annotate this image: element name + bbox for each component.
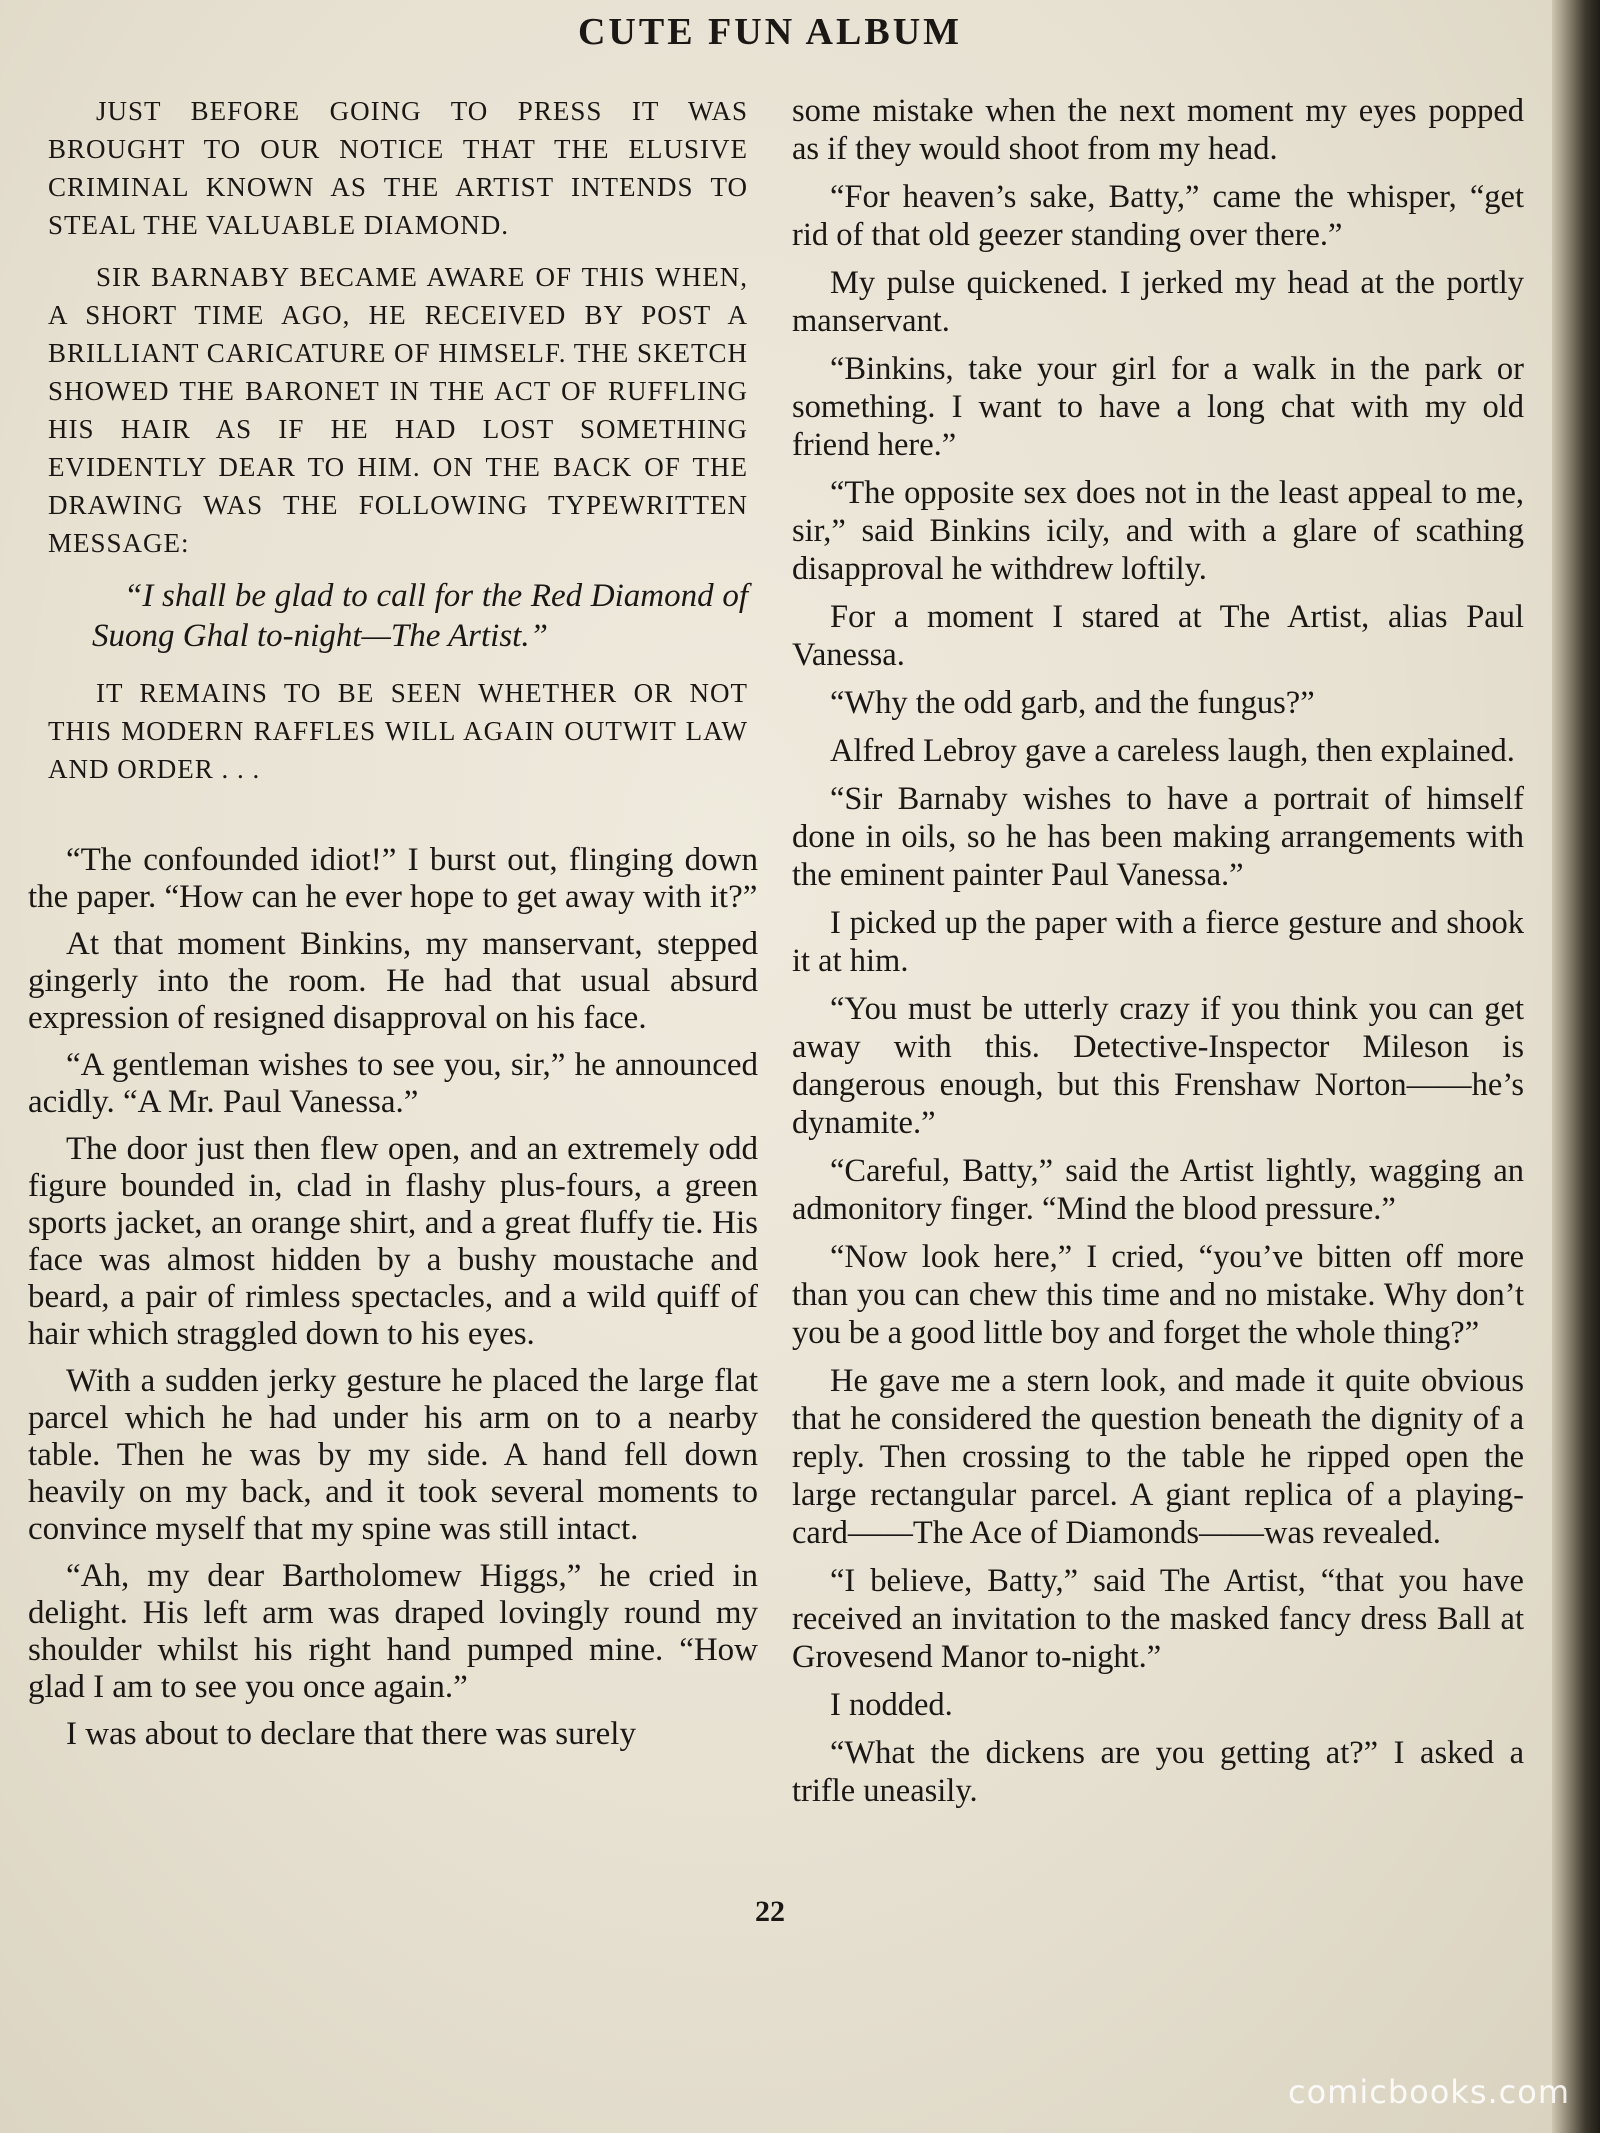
paragraph: I was about to declare that there was surely (66, 1716, 636, 1752)
paragraph: “For heaven’s sake, Batty,” came the whisper, “get rid of that old geezer standing over there.” (792, 179, 1524, 253)
paragraph: I picked up the paper with a fierce gesture and shook it at him. (792, 905, 1524, 979)
paragraph: At that moment Binkins, my manservant, stepped gingerly into the room. He had that usual absurd expression of resigned disapproval on his face. (28, 926, 758, 1036)
paragraph: With a sudden jerky gesture he placed the large flat parcel which he had under his arm on to a nearby table. Then he was by my side. A hand fell down heavily on my back, and it took several moments to convince myself that my spine was still intact. (28, 1363, 758, 1547)
typewritten-message: “I shall be glad to call for the Red Diamond of Suong Ghal to-night—The Artist.” (92, 578, 748, 654)
paragraph: “Now look here,” I cried, “you’ve bitten off more than you can chew this time and no mistake. Why don’t you be a good little boy and forget the whole thing?” (792, 1239, 1524, 1351)
paragraph: “A gentleman wishes to see you, sir,” he announced acidly. “A Mr. Paul Vanessa.” (28, 1047, 758, 1120)
paragraph: “What the dickens are you getting at?” I asked a trifle uneasily. (792, 1735, 1524, 1809)
paragraph: “Ah, my dear Bartholomew Higgs,” he cried in delight. His left arm was draped lovingly round my shoulder whilst his right hand pumped mine. “How glad I am to see you once again.” (28, 1558, 758, 1705)
paragraph: He gave me a stern look, and made it quite obvious that he considered the question beneath the dignity of a reply. Then crossing to the table he ripped open the large rectangular parcel. A giant replica of a playing-card——The Ace of Diamonds——was revealed. (792, 1363, 1524, 1551)
notice-paragraph: JUST BEFORE GOING TO PRESS IT WAS BROUGHT TO OUR NOTICE THAT THE ELUSIVE CRIMINAL KNOWN AS THE ARTIST INTENDS TO STEAL THE VALUABLE DIAMOND. (48, 96, 748, 240)
paragraph: “You must be utterly crazy if you think you can get away with this. Detective-Inspector Mileson is dangerous enough, but this Frenshaw Norton——he’s dynamite.” (792, 991, 1524, 1141)
paragraph: For a moment I stared at The Artist, alias Paul Vanessa. (792, 599, 1524, 673)
paragraph: “Binkins, take your girl for a walk in the park or something. I want to have a long chat with my old friend here.” (792, 351, 1524, 463)
paragraph: some mistake when the next moment my eyes popped as if they would shoot from my head. (792, 93, 1524, 167)
paragraph: “Sir Barnaby wishes to have a portrait of himself done in oils, so he has been making arrangements with the eminent painter Paul Vanessa.” (792, 781, 1524, 893)
press-notice (28, 92, 758, 788)
notice-paragraph: SIR BARNABY BECAME AWARE OF THIS WHEN, A SHORT TIME AGO, HE RECEIVED BY POST A BRILLIANT CARICATURE OF HIMSELF. THE SKETCH SHOWED THE BARONET IN THE ACT OF RUFFLING HIS HAIR AS IF HE HAD LOST SOMETHING EVIDENTLY DEAR TO HIM. ON THE BACK OF THE DRAWING WAS THE FOLLOWING TYPEWRITTEN MESSAGE: (48, 262, 748, 558)
notice-closing: IT REMAINS TO BE SEEN WHETHER OR NOT THIS MODERN RAFFLES WILL AGAIN OUTWIT LAW AND ORDER . . . (48, 678, 748, 784)
left-body-text (28, 842, 758, 1753)
paragraph: “The opposite sex does not in the least appeal to me, sir,” said Binkins icily, and with a glare of scathing disapproval he withdrew loftily. (792, 475, 1524, 587)
right-column (792, 92, 1524, 1820)
page-number: 22 (755, 1895, 785, 1928)
paragraph: “Careful, Batty,” said the Artist lightly, wagging an admonitory finger. “Mind the blood pressure.” (792, 1153, 1524, 1227)
left-column (28, 92, 758, 1763)
paragraph: Alfred Lebroy gave a careless laugh, then explained. (830, 733, 1515, 769)
page-header: CUTE FUN ALBUM (577, 11, 963, 53)
paragraph: My pulse quickened. I jerked my head at the portly manservant. (792, 265, 1524, 339)
paragraph: The door just then flew open, and an extremely odd figure bounded in, clad in flashy plus-fours, a green sports jacket, an orange shirt, and a great fluffy tie. His face was almost hidden by a bushy moustache and beard, a pair of rimless spectacles, and a wild quiff of hair which straggled down to his eyes. (28, 1131, 758, 1352)
paragraph: “The confounded idiot!” I burst out, flinging down the paper. “How can he ever hope to get away with it?” (28, 842, 758, 915)
book-spine-shadow (1552, 0, 1600, 2133)
right-body-text (792, 92, 1524, 1810)
paragraph: “I believe, Batty,” said The Artist, “that you have received an invitation to the masked fancy dress Ball at Grovesend Manor to-night.” (792, 1563, 1524, 1675)
paragraph: “Why the odd garb, and the fungus?” (830, 685, 1315, 721)
watermark: comicbooks.com (1287, 2073, 1570, 2111)
paragraph: I nodded. (830, 1687, 953, 1723)
